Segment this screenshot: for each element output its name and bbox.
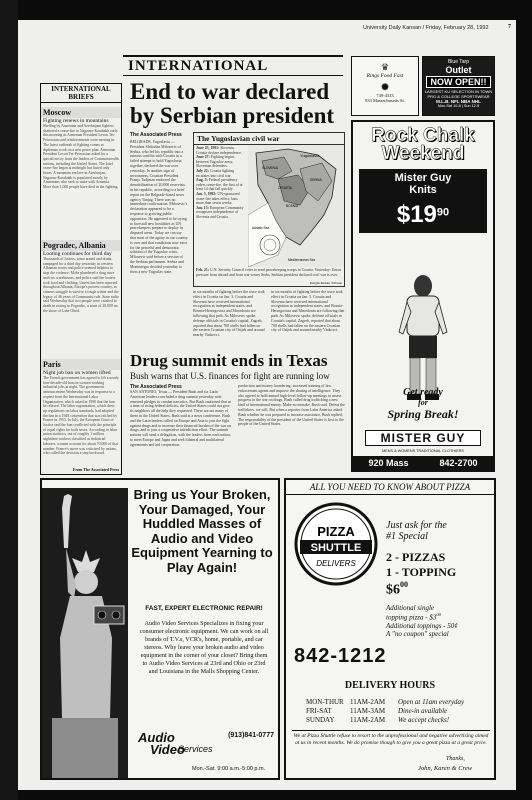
brief-1 — [41, 107, 121, 118]
second-body-2: production and money laundering, increased training of law enforcement agents and improve the sharing of intelligence. They also agreed to hold annual high-level follow-up meetings to assess progress in the war on drugs. Bush called drug trafficking a new kind of international enemy. Make no mistake, Bush said. Defeat the traffickers, we will. But when a reporter from Latin America asked Bush whether he was prepared to increase assistance, Bush replied, The responsibility of the president of the United States is first to the people of the United States. — [238, 384, 345, 427]
map-footnote: Feb. 21: U.N. Security Council votes to send peacekeeping troops to Croatia. Yesterday: Union pressure from abroad and from war-weary Serbs, Serbian president declared civil war is over. — [196, 268, 342, 277]
svg-text:Adriatic Sea: Adriatic Sea — [252, 226, 270, 230]
outlet-open: NOW OPEN!! — [426, 76, 491, 88]
rock-chalk-ad — [351, 120, 495, 472]
svg-text:SERBIA: SERBIA — [310, 178, 322, 182]
tag3: Spring Break! — [387, 407, 459, 421]
deal-line1: 2 - PIZZAS — [386, 550, 446, 564]
svg-text:PIZZA: PIZZA — [317, 524, 355, 539]
timeline-item: Aug. 3: Federal presidency orders cease-fire, the first of at least 14 that fail quickly. — [196, 178, 243, 192]
price: $19 — [396, 201, 437, 228]
outlet-hours: Mon-Sat 10-8 | Sun 12-5 — [437, 104, 480, 108]
statue-of-liberty-icon — [42, 488, 128, 778]
add-line4: A "no coupon" special — [386, 629, 449, 638]
hours-row: MON-THUR 11AM-2AM Open at 11am everyday — [306, 698, 465, 706]
av-headline: Bring us Your Broken, Your Damaged, Your Huddled Masses of Audio and Video Equipment Yearning to Play Again! — [131, 487, 273, 575]
lead-continued — [193, 290, 265, 352]
banner-line2: Knits — [409, 184, 437, 196]
timeline-item: Jan. 3, 1992: UN-sponsored cease-fire takes effect; lasts more than seven weeks. — [196, 191, 240, 206]
second-body: SAN ANTONIO, Texas — President Bush and six Latin American leaders concluded a drug summit yesterday with renewed pledges to combat narcotics. But Bush cautioned that at a time of rising federal deficits, the United States could not give its neighbors all the help they requested. There are not many of these in the United States, Bush said at a news conference. Bush and the Latin leaders called on Europe and Asia to join the fight against drugs and to increase their financial burden of the war on drugs, and to join a cooperative interdiction effort. The summit nations will send a delegation, with the leaders from each nation, to meet Europe and Japan and seek bilateral and multilateral agreements and aid cooperation. — [130, 390, 232, 447]
outlet-line2: LARGEST KU SELECTION IN TOWN — [424, 89, 493, 94]
brief-location: Pogradec, Albania — [43, 241, 106, 250]
timeline-item: June 25, 1991: Slovenia, Croatia declare independence. — [196, 146, 242, 155]
hours-title: DELIVERY HOURS — [344, 680, 436, 691]
rings-name: Rings Food Fast — [366, 73, 404, 79]
svg-text:Mediterranean Sea: Mediterranean Sea — [288, 258, 316, 262]
svg-text:BOSNIA: BOSNIA — [286, 204, 299, 208]
special-line2: #1 Special — [386, 531, 428, 542]
folio-line: University Daily Kansan / Friday, February 28, 1992 — [363, 25, 489, 31]
second-headline: Drug summit ends in Texas — [130, 351, 328, 370]
second-story-col2 — [238, 384, 345, 474]
add-line3: Additional toppings - 50¢ — [386, 621, 458, 630]
rings-ad — [351, 56, 419, 116]
store-address: 920 Mass — [368, 458, 409, 468]
price-box — [359, 199, 487, 233]
lead-continued-text-2: in six months of fighting before the truce took effect in Croatia on Jan. 3. Croatia and Slovenia have received international recognition as independent states, and Bosnia-Herzegovina and Macedonia are following that path. As Milosevic spoke, defense officials in Croatia's capital, Zagreb, reported that about 700 shells had fallen on the eastern Croatian city of Osijek and around nearby Vinkovci. — [271, 290, 345, 333]
deal-line2: 1 - TOPPING — [386, 565, 457, 579]
outlet-line4: M.L.B. NFL NBA NHL — [436, 99, 481, 104]
mister-guy-logo — [365, 430, 481, 446]
rock-chalk-title2: Weekend — [381, 143, 465, 164]
map-label-country: Yugoslavia — [300, 153, 320, 158]
banner-line1: Mister Guy — [394, 172, 452, 184]
brief-headline: Looting continues for third day — [43, 251, 112, 257]
outlet-ad — [422, 56, 495, 116]
section-title: INTERNATIONAL — [128, 58, 269, 74]
page-gutter — [0, 0, 18, 800]
mister-guy-banner — [359, 169, 487, 199]
map-title: The Yugoslavian civil war — [194, 133, 344, 145]
pizza-phone: 842-1212 — [294, 645, 387, 667]
hours-table — [306, 698, 494, 725]
timeline-item: July 22: Croatia fighting escalates into civil war. — [196, 168, 235, 178]
brief-body: The French government has agreed to lift a nearly four-decade-old ban on women working industrial jobs at night. The government announcement Wednesday was in response to a request from the International Labor Organization, which asked in 1990 that the ban be relaxed. The labor organization, which drew up regulations on labor standards, had adopted the ban in a 1948 convention that was ratified by France in 1953. In July, the European Court of Justice said the ban conflicted with the principle of equal rights for both sexes. According to labor union statistics, out of roughly 1 million nighttime workers classified as industrial laborers, women account for about 70,000 of that number. France's move was criticized by unions, who called the decision a step backward. — [43, 376, 119, 456]
svg-text:SLOVENIA: SLOVENIA — [262, 166, 278, 170]
pizza-shuttle-logo-icon — [294, 502, 378, 586]
lead-byline: The Associated Press — [130, 132, 182, 138]
rings-address: 933 Massachusetts St. — [365, 98, 405, 103]
brief-body: Shelling by Armenian and Azerbaijani fighters shattered a cease-fire in Nagorno-Karabakh early this morning as Armenian President Levon Ter-Petrossian said reinforcements were moving in. The latest outbreak of fighting comes as diplomats work on a new peace plan. Armenian President Levon Ter-Petrossian asked for a special envoy from the leaders of Commonwealth nations, including the United States. The brief cease-fire began at midnight but lasted only hours. A mountain enclave in Azerbaijan, Nagorno-Karabakh is populated mostly by Armenians who seek to unite with Armenia. More than 1,000 people have died in the fighting. — [43, 124, 119, 190]
briefs-title: INTERNATIONAL BRIEFS — [41, 84, 121, 103]
outlet-line3: PRO & COLLEGE SPORTSWEAR — [427, 94, 490, 99]
pizza-promise: We at Pizza Shuttle refuse to resort to the unprofessional and negative advertising aimed at us in recent months. We do promise though to give you a great pizza at a great price. — [292, 730, 490, 747]
tag1: Get ready — [403, 387, 443, 398]
store-name: MISTER GUY — [380, 431, 466, 445]
international-briefs — [40, 83, 122, 475]
av-phone: (913)841-0777 — [228, 732, 274, 739]
hours-row: FRI-SAT 11AM-3AM Dine-in available — [306, 707, 448, 715]
briefs-source: From The Associated Press — [72, 467, 119, 472]
model-figure — [393, 272, 453, 402]
lead-continued-text: in six months of fighting before the truce took effect in Croatia on Jan. 3. Croatia and Slovenia have received international recognition as independent states, and Bosnia-Herzegovina and Macedonia are following that path. As Milosevic spoke, defense officials in Croatia's capital, Zagreb, reported that about 700 shells had fallen on the eastern Croatian city of Osijek and around nearby Vinkovci. — [193, 290, 265, 338]
brief-location: Paris — [43, 360, 61, 369]
price-cents: 90 — [436, 206, 450, 219]
svg-text:CROATIA: CROATIA — [278, 186, 292, 190]
add-line1: Additional single — [386, 604, 435, 613]
rings-emblem-icon: ✺ — [381, 82, 389, 92]
av-logo-services: Services — [178, 744, 213, 754]
lead-continued-2 — [271, 290, 345, 352]
special-line1: Just ask for the — [386, 520, 447, 531]
rings-logo-icon: ♛ — [380, 62, 390, 72]
av-logo-video: Video — [150, 742, 185, 757]
section-rule-bottom — [123, 75, 343, 76]
section-rule — [123, 55, 343, 57]
av-body: Audio Video Services Specializes in fixing your consumer electronic equipment. We can work on all brands of T.V.s, VCR's, home, portable, and car stereos. Why leave your broken audio and video equipment in the corner of your closet? Bring them to Audio Video Services at 23rd and Ohio or 23rd and Louisiana in the Malls Shopping Center. — [139, 620, 269, 675]
pizza-header: ALL YOU NEED TO KNOW ABOUT PIZZA — [286, 480, 494, 495]
outlet-top: Blue Tarp — [447, 59, 470, 65]
pizza-special — [386, 520, 494, 638]
svg-text:DELIVERS: DELIVERS — [316, 559, 356, 568]
brief-location: Moscow — [43, 108, 71, 117]
lead-headline: End to war declared by Serbian president — [130, 79, 335, 128]
newspaper-page — [18, 20, 516, 790]
yugoslavia-map-graphic — [193, 132, 345, 287]
store-sub: MENS & WOMENS TRADITIONAL CLOTHIERS — [382, 449, 464, 453]
add-line2: topping pizza - $3 — [386, 613, 437, 622]
audio-video-ad — [40, 478, 280, 780]
store-contact-bar — [353, 456, 493, 470]
lead-body: BELGRADE, Yugoslavia — President Slobodan Milosevic of Serbia, who led his republic into a ruinous conflict with Croatia in a failed attempt to hold Yugoslavia together, declared the war over yesterday. In another sign of seriousness, Croatian President Franjo Tudjman endorsed the demobilization of 20,000 reservists in his republic, according to a brief report on the Belgrade-based news agency Tanjug. There was no immediate confirmation. Milosevic's declaration appeared to be a response to growing public opposition. He appeared to be trying to forestall new hostilities as UN peacekeepers prepare to deploy in disputed areas. Today we can say that most of the agony in our country is over and that conditions now exist for the peaceful and democratic solution of the Yugoslav crisis, Milosevic said before a session of the Serbian parliament. Serbia and Montenegro decided yesterday to form a new Yugoslav state. — [130, 140, 188, 274]
rings-phone: 749-4333 — [376, 93, 394, 98]
second-subhead: Bush warns that U.S. finances for fight are running low — [130, 371, 330, 381]
spring-break-text — [353, 387, 493, 422]
lead-story-column — [130, 132, 188, 367]
second-byline: The Associated Press — [130, 384, 182, 390]
brief-headline: Night job ban on women lifted — [43, 370, 111, 376]
brief-body: Thousands of looters, some armed and drunk, rampaged for a third day yesterday in western Albanian towns and police seemed helpless to stop the violence. Mobs plundered a drug store and two warehouses, and police said the looters took food and clothing. Unrest has been reported throughout Albania, Europe's poorest country, as citizens struggle to survive a tough winter and the legacy of 46 years of Communist rule. State radio said Wednesday that two people were crushed to death in rioting in Pogradec, a town of 20,000 on the shore of Lake Ohrid. — [43, 257, 119, 313]
pizza-thanks: Thanks, — [446, 756, 465, 762]
store-phone: 842-2700 — [439, 458, 478, 468]
av-logo — [138, 732, 274, 766]
hours-row: SUNDAY 11AM-2AM We accept checks! — [306, 716, 450, 724]
deal-price: $6 — [386, 582, 400, 598]
av-hours: Mon.-Sat. 9:00 a.m.-5:00 p.m. — [192, 766, 266, 772]
rock-chalk-title1: Rock Chalk — [371, 125, 475, 146]
add-line2-cents: 00 — [436, 612, 441, 618]
deal-cents: 00 — [400, 580, 408, 589]
pizza-signed: John, Karen & Crew — [418, 765, 473, 772]
av-logo-audio: Audio — [138, 730, 175, 745]
tag2: for — [418, 398, 428, 407]
timeline-item: Jan. 15: European Community recognizes independence of Slovenia and Croatia. — [196, 205, 244, 219]
map-timeline — [196, 146, 246, 220]
second-story-col1 — [130, 384, 233, 474]
page-number: 7 — [508, 24, 511, 30]
map-credit: Knight-Ridder Tribune — [309, 281, 342, 285]
brief-headline: Fighting renews in mountains — [43, 118, 109, 124]
pizza-shuttle-ad — [284, 478, 496, 780]
outlet-name: Outlet — [445, 65, 472, 75]
svg-text:SHUTTLE: SHUTTLE — [310, 542, 362, 554]
timeline-item: June 27: Fighting begins between Yugoslav army, Slovenian defenders. — [196, 155, 235, 169]
map-drawing — [248, 145, 344, 267]
av-tagline: FAST, EXPERT ELECTRONIC REPAIR! — [145, 605, 263, 612]
